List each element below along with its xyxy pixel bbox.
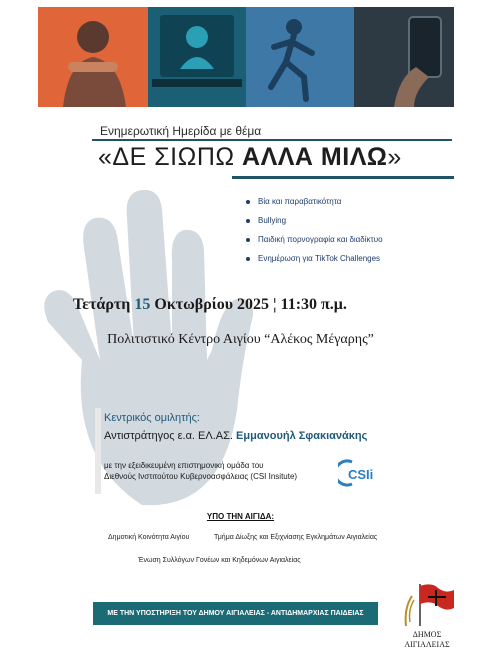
child-silhouette-icon bbox=[38, 7, 148, 107]
speaker-team-line1: με την εξειδικευμένη επιστημονική ομάδα του bbox=[104, 461, 264, 470]
banner-panel-running bbox=[246, 7, 354, 107]
speaker-accent-bar bbox=[95, 408, 101, 494]
bullet-icon bbox=[246, 219, 250, 223]
aegis-title: ΥΠΟ ΤΗΝ ΑΙΓΙΔΑ: bbox=[206, 512, 275, 521]
event-date-time bbox=[73, 296, 453, 314]
support-banner: ΜΕ ΤΗΝ ΥΠΟΣΤΗΡΙΞΗ ΤΟΥ ΔΗΜΟΥ ΑΙΓΙΑΛΕΙΑΣ - ΑΝΤΙΔΗΜΑΡΧΙΑΣ ΠΑΙΔΕΙΑΣ bbox=[93, 602, 378, 625]
aegis-line1a: Δημοτική Κοινότητα Αιγίου bbox=[108, 534, 190, 541]
list-item: Παιδική πορνογραφία και διαδίκτυο bbox=[246, 230, 383, 249]
event-title bbox=[98, 143, 402, 172]
event-date-number: 15 bbox=[134, 296, 151, 313]
speaker-label: Κεντρικός ομιλητής: bbox=[104, 412, 200, 424]
list-item: Ενημέρωση για TikTok Challenges bbox=[246, 249, 383, 268]
title-part-bold: ΑΛΛΑ ΜΙΛΩ bbox=[242, 143, 388, 171]
bullet-icon bbox=[246, 238, 250, 242]
speaker-rank: Αντιστράτηγος ε.α. ΕΛ.ΑΣ. bbox=[104, 430, 237, 442]
event-separator: ¦ bbox=[273, 296, 277, 313]
csi-logo bbox=[338, 458, 386, 488]
event-day: Τετάρτη bbox=[73, 296, 131, 313]
title-divider bbox=[92, 139, 452, 141]
speaker-fullname: Εμμανουήλ Σφακιανάκης bbox=[236, 430, 368, 442]
event-venue: Πολιτιστικό Κέντρο Αιγίου “Αλέκος Μέγαρης” bbox=[107, 332, 374, 347]
speaker-team-line2: Διεθνούς Ινστιτούτου Κυβερνοασφάλειας (CSI Insitute) bbox=[104, 472, 298, 481]
title-part-thin: ΔΕ ΣΙΩΠΩ bbox=[112, 143, 243, 171]
banner-panel-phone bbox=[354, 7, 454, 107]
list-item: Βία και παραβατικότητα bbox=[246, 192, 383, 211]
aegis-line2: Ένωση Συλλόγων Γονέων και Κηδεμόνων Αιγιαλείας bbox=[138, 557, 301, 564]
bullet-icon bbox=[246, 257, 250, 261]
svg-text:CSIi: CSIi bbox=[348, 467, 374, 482]
aegis-line1b: Τμήμα Δίωξης και Εξιχνίασης Εγκλημάτων Αιγιαλείας bbox=[214, 534, 378, 541]
header-banner bbox=[38, 7, 454, 107]
banner-panel-laptop bbox=[148, 7, 246, 107]
title-underline bbox=[232, 176, 454, 179]
event-month-year: Οκτωβρίου 2025 bbox=[154, 296, 270, 313]
municipality-name: ΔΗΜΟΣ ΑΙΓΙΑΛΕΙΑΣ bbox=[404, 630, 450, 649]
list-item: Bullying bbox=[246, 211, 383, 230]
bullet-icon bbox=[246, 200, 250, 204]
event-time: 11:30 π.μ. bbox=[280, 296, 347, 313]
banner-panel-child bbox=[38, 7, 148, 107]
laptop-icon bbox=[148, 7, 246, 107]
municipality-emblem bbox=[398, 578, 458, 628]
title-quote-close: » bbox=[387, 143, 402, 171]
speaker-team bbox=[104, 460, 297, 482]
title-quote-open: « bbox=[98, 143, 113, 171]
speaker-name bbox=[104, 430, 367, 442]
phone-icon bbox=[354, 7, 454, 107]
event-subtitle: Ενημερωτική Ημερίδα με θέμα bbox=[100, 124, 262, 138]
running-child-icon bbox=[246, 7, 354, 107]
topics-list bbox=[246, 192, 383, 268]
